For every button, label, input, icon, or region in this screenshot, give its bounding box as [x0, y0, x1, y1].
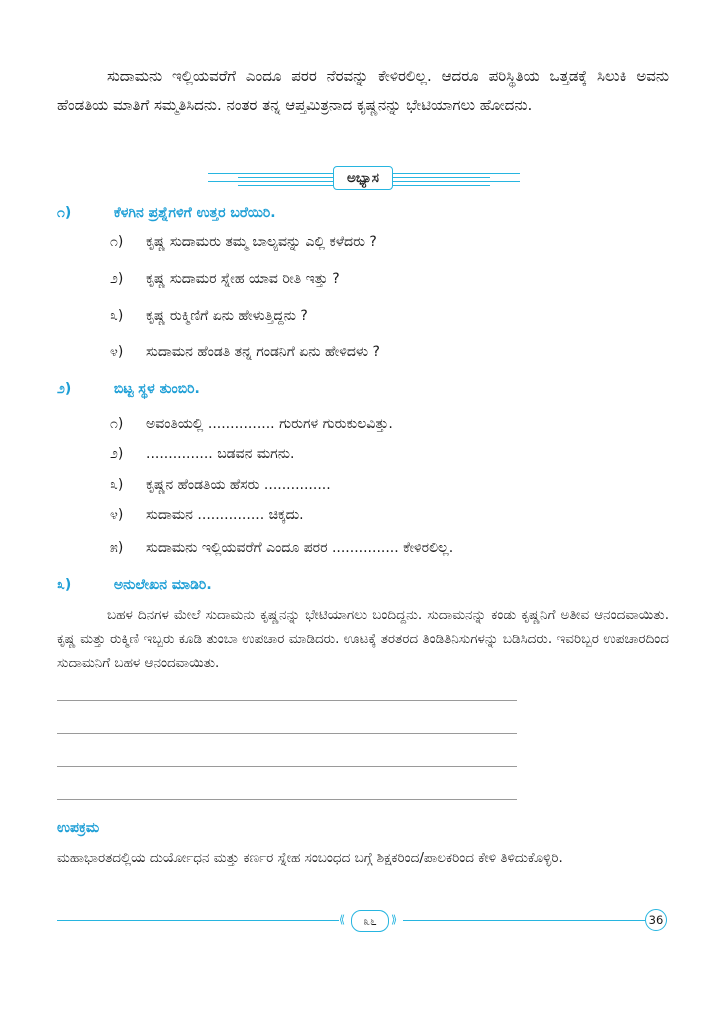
section3-number: ೩) [57, 577, 72, 593]
list-item: ೪) ಸುದಾಮನ ಹೆಂಡತಿ ತನ್ನ ಗಂಡನಿಗೆ ಏನು ಹೇಳಿದಳು ? [110, 344, 380, 360]
list-item: ೫) ಸುದಾಮನು ಇಲ್ಲಿಯವರೆಗೆ ಎಂದೂ ಪರರ ............... ಕೇಳಿರಲಿಲ್ಲ. [110, 540, 454, 556]
section2-title: ಬಿಟ್ಟ ಸ್ಥಳ ತುಂಬಿರಿ. [113, 381, 200, 397]
intro-paragraph: ಸುದಾಮನು ಇಲ್ಲಿಯವರೆಗೆ ಎಂದೂ ಪರರ ನೆರವನ್ನು ಕೇಳಿರಲಿಲ್ಲ. ಆದರೂ ಪರಿಸ್ಥಿತಿಯ ಒತ್ತಡಕ್ಕೆ ಸಿಲುಕಿ ಅವನು ಹೆಂಡತಿಯ ಮಾತಿಗೆ ಸಮ್ಮತಿಸಿದನು. ನಂತರ ತನ್ನ ಆಪ್ತಮಿತ್ರನಾದ ಕೃಷ್ಣನನ್ನು ಭೇಟಿಯಾಗಲು ಹೋದನು. [57, 67, 669, 114]
list-item: ೨) ............... ಬಡವನ ಮಗನು. [110, 446, 295, 462]
section2-number: ೨) [57, 381, 72, 397]
writing-line [57, 799, 517, 800]
page-footer [57, 910, 669, 932]
exercise-header [208, 166, 520, 192]
list-item: ೪) ಸುದಾಮನ ............... ಚಿಕ್ಕದು. [110, 507, 304, 523]
activity-title: ಉಪಕ್ರಮ [57, 820, 100, 836]
exercise-badge: ಅಭ್ಯಾಸ [333, 166, 393, 190]
footer-ornament-left-icon: ⟪ [339, 913, 346, 926]
copy-paragraph: ಬಹಳ ದಿನಗಳ ಮೇಲೆ ಸುದಾಮನು ಕೃಷ್ಣನನ್ನು ಭೇಟಿಯಾಗಲು ಬಂದಿದ್ದನು. ಸುದಾಮನನ್ನು ಕಂಡು ಕೃಷ್ಣನಿಗೆ ಅತೀವ ಆನಂದವಾಯಿತು. ಕೃಷ್ಣ ಮತ್ತು ರುಕ್ಮಿಣಿ ಇಬ್ಬರು ಕೂಡಿ ತುಂಬಾ ಉಪಚಾರ ಮಾಡಿದರು. ಊಟಕ್ಕೆ ತರತರದ ತಿಂಡಿತಿನಿಸುಗಳನ್ನು ಬಡಿಸಿದರು. ಇವರಿಬ್ಬರ ಉಪಚಾರದಿಂದ ಸುದಾಮನಿಗೆ ಬಹಳ ಆನಂದವಾಯಿತು. [57, 607, 669, 671]
section1-number: ೧) [57, 205, 72, 221]
kannada-page-number: ೩೬ [351, 910, 389, 932]
section1-title: ಕೆಳಗಿನ ಪ್ರಶ್ನೆಗಳಿಗೆ ಉತ್ತರ ಬರೆಯಿರಿ. [113, 205, 276, 221]
writing-line [57, 733, 517, 734]
writing-line [57, 766, 517, 767]
section3-heading [57, 577, 212, 593]
activity-text: ಮಹಾಭಾರತದಲ್ಲಿಯ ದುರ್ಯೋಧನ ಮತ್ತು ಕರ್ಣರ ಸ್ನೇಹ ಸಂಬಂಧದ ಬಗ್ಗೆ ಶಿಕ್ಷಕರಿಂದ/ಪಾಲಕರಿಂದ ಕೇಳಿ ತಿಳಿದುಕೊಳ್ಳಿರಿ. [57, 850, 563, 866]
section1-heading [57, 205, 276, 221]
footer-ornament-right-icon: ⟫ [391, 913, 398, 926]
list-item: ೩) ಕೃಷ್ಣನ ಹೆಂಡತಿಯ ಹೆಸರು ............... [110, 477, 331, 493]
list-item: ೧) ಅವಂತಿಯಲ್ಲಿ ............... ಗುರುಗಳ ಗುರುಕುಲವಿತ್ತು. [110, 416, 393, 432]
page-number: 36 [645, 909, 667, 931]
list-item: ೧) ಕೃಷ್ಣ ಸುದಾಮರು ತಮ್ಮ ಬಾಲ್ಯವನ್ನು ಎಲ್ಲಿ ಕಳೆದರು ? [110, 234, 377, 250]
section2-heading [57, 381, 200, 397]
section3-title: ಅನುಲೇಖನ ಮಾಡಿರಿ. [113, 577, 212, 593]
list-item: ೩) ಕೃಷ್ಣ ರುಕ್ಮಿಣಿಗೆ ಏನು ಹೇಳುತ್ತಿದ್ದನು ? [110, 308, 308, 324]
writing-line [57, 700, 517, 701]
list-item: ೨) ಕೃಷ್ಣ ಸುದಾಮರ ಸ್ನೇಹ ಯಾವ ರೀತಿ ಇತ್ತು ? [110, 271, 340, 287]
